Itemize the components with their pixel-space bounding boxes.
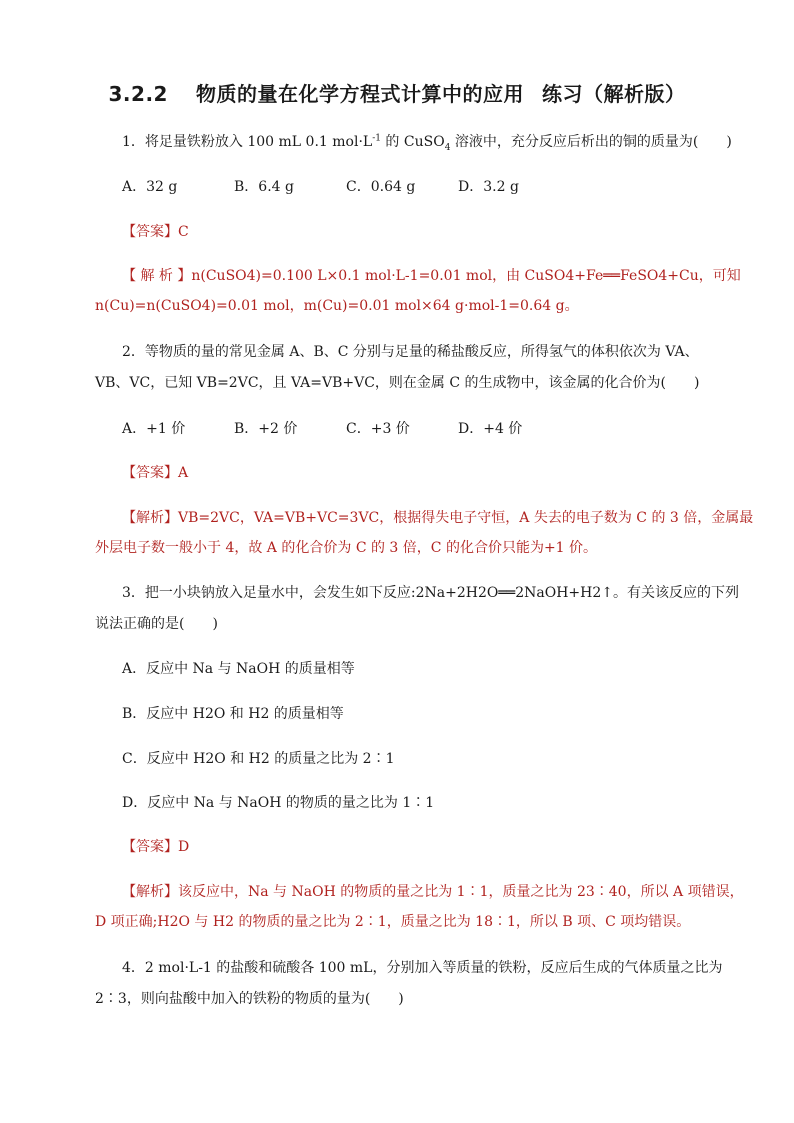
q2-answer: 【答案】A	[122, 465, 189, 481]
q2-explanation-line2: 外层电子数一般小于 4，故 A 的化合价为 C 的 3 倍，C 的化合价只能为+1 价。	[95, 540, 598, 556]
q2-options	[122, 419, 522, 439]
q1-stem: 1．将足量铁粉放入 100 mL 0.1 $mol\cdot L^{-1}$ 的 CuSO$_4$ 溶液中，充分反应后析出的铜的质量为( )	[122, 133, 732, 153]
title-number: 3.2.2	[108, 82, 168, 106]
title-tail: 练习（解析版）	[541, 82, 686, 106]
q3-option-d: D．反应中 Na 与 NaOH 的物质的量之比为 1∶1	[122, 795, 435, 811]
q2-option-a: A．+1 价	[122, 421, 186, 437]
q1-options	[122, 177, 519, 197]
q3-answer: 【答案】D	[122, 839, 190, 855]
q3-stem-line2: 说法正确的是( )	[95, 616, 218, 632]
q3-option-a: A．反应中 Na 与 NaOH 的质量相等	[122, 661, 355, 677]
q2-option-c: C．+3 价	[346, 421, 410, 437]
q4-stem-line2: 2∶3，则向盐酸中加入的铁粉的物质的量为( )	[95, 991, 404, 1007]
q1-option-b: B．6.4 g	[234, 179, 294, 195]
q1-option-d: D．3.2 g	[458, 179, 519, 195]
q1-explanation-line1: 【 解 析 】n(CuSO4)=0.100 L×0.1 mol·L-1=0.01 mol，由 CuSO4+Fe══FeSO4+Cu，可知	[122, 268, 741, 284]
q3-explanation-line2: D 项正确;H2O 与 H2 的物质的量之比为 2∶1，质量之比为 18∶1，所以 B 项、C 项均错误。	[95, 914, 691, 930]
title-main: 物质的量在化学方程式计算中的应用	[195, 82, 524, 106]
q2-option-b: B．+2 价	[234, 421, 298, 437]
q1-option-c: C．0.64 g	[346, 179, 416, 195]
q3-option-b: B．反应中 H2O 和 H2 的质量相等	[122, 706, 344, 722]
q2-option-d: D．+4 价	[458, 421, 523, 437]
q1-explanation-line2: n(Cu)=n(CuSO4)=0.01 mol，m(Cu)=0.01 mol×64 g·mol-1=0.64 g。	[95, 298, 579, 314]
q3-explanation-line1: 【解析】该反应中，Na 与 NaOH 的物质的量之比为 1∶1，质量之比为 23∶40，所以 A 项错误，	[122, 884, 744, 900]
q1-option-a: A．32 g	[122, 179, 178, 195]
q1-answer: 【答案】C	[122, 224, 189, 240]
q4-stem-line1: 4．2 mol·L-1 的盐酸和硫酸各 100 mL，分别加入等质量的铁粉，反应后生成的气体质量之比为	[122, 960, 723, 976]
q2-stem-line2: VB、VC，已知 VB=2VC，且 VA=VB+VC，则在金属 C 的生成物中，该金属的化合价为( )	[95, 375, 700, 391]
q2-stem-line1: 2．等物质的量的常见金属 A、B、C 分别与足量的稀盐酸反应，所得氢气的体积依次为 VA、	[122, 344, 699, 360]
q3-option-c: C．反应中 H2O 和 H2 的质量之比为 2∶1	[122, 751, 395, 767]
q2-explanation-line1: 【解析】VB=2VC，VA=VB+VC=3VC，根据得失电子守恒，A 失去的电子数为 C 的 3 倍，金属最	[122, 510, 754, 526]
q3-stem-line1: 3．把一小块钠放入足量水中，会发生如下反应:2Na+2H2O══2NaOH+H2↑。有关该反应的下列	[122, 585, 739, 601]
page-title	[0, 78, 794, 107]
